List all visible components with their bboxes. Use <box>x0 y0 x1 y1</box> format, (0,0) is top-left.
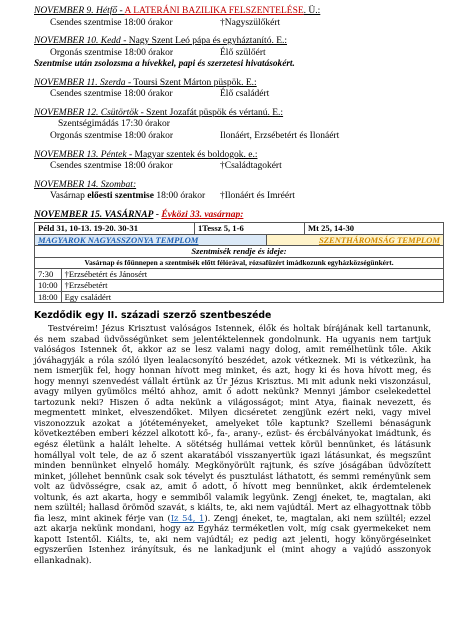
day-block <box>34 150 431 173</box>
mass-intention: Élő családért <box>220 89 270 100</box>
mass-entry <box>34 161 431 173</box>
mass-order-row <box>35 246 444 257</box>
day-date: NOVEMBER 9. Hétfő <box>34 6 118 16</box>
day-feast: Nagy Szent Leó pápa és egyháztanító. E.: <box>128 36 288 47</box>
mass-label: Vasárnap előesti szentmise 18:00 órakor <box>50 191 206 202</box>
day-feast: Magyar szentek és boldogok. e.: <box>134 149 258 160</box>
sunday-mass-row <box>35 280 444 291</box>
mass-label: Csendes szentmise 18:00 órakor <box>50 89 173 100</box>
reading-second: 1Tessz 5, 1-6 <box>195 223 305 234</box>
day-date: NOVEMBER 14. Szombat: <box>34 179 137 190</box>
article-title: Kezdődik egy II. századi szerző szentbeszéde <box>34 310 272 322</box>
mass-time: 10:00 <box>35 280 62 291</box>
mass-entry <box>34 48 431 60</box>
mass-intention: Egy családért <box>61 291 443 302</box>
mass-label: Orgonás szentmise 18:00 órakor <box>50 130 174 141</box>
article-body: Testvéreim! Jézus Krisztust valóságos Istennek, élők és holtak bírájának kell tartanunk, és nem szabad üdvösségünket sem jelentéktelennek gondolnunk. Ha ugyanis nem tartjuk valóságos Istennek őt, akkor az se lesz valami nagy dolog, amit remélhetünk tőle. Akik jóváhagyják a róla szóló ilyen lealacsonyító beszédet, azok vétkeznek. Mi is vétkezünk, ha nem ismerjük fel, hogy honnan hívott meg minket, és azt, hogy ki és hova hívott meg, és hogy mennyi szenvedést vállalt értünk az Úr Jézus Krisztus. Mi mit adunk neki viszonzásul, avagy milyen gyümölcs méltó ahhoz, amit ő adott nekünk? Mennyi jámbor cselekedettel tartozunk neki? Hiszen ő adta nekünk a világosságot; mint Atya, fiainak nevezett, és megmentett minket, elveszendőket. Milyen dicséretet zengjünk ezért neki, vagy mivel viszonozzuk azokat a jótéteményeket, amelyeket tőle kaptunk? Szellemi bénaságunk következtében emberi kézzel alkotott kő-, fa-, arany-, ezüst- és ércbálványokat imádtunk, és egész életünk a halált lehelte. A sötétség hullámai vettek körül bennünket, és látásunk homállyal volt tele, de az ő szent akaratából visszanyertük igazi látásunkat, és megszűnt minden bennünket elnyelő homály. Megkönyörült rajtunk, és szíve jóságában üdvözített minket, jóllehet bennünk csak sok tévelyt és pusztulást láthatott, és semmi reményünk sem volt az üdvösségre, csak az, amit ő adott, ő hívott meg bennünket, akik érdemtelenek voltunk, és azt akarta, hogy e semmiből valamik legyünk. Zengj éneket, te, magtalan, aki nem szültél; hallasd örömöd szavát, s kiálts, te, aki nem vajúdtál. Mert az elhagyottnak több fia lesz, mint akinek férje van (Iz 54, 1). Zengj éneket, te, magtalan, aki nem szültél; ezzel azt akarja nekünk mondani, hogy az Egyház terméketlen volt, míg csak gyermekeket nem kapott Istentől. Kiálts, te, aki nem vajúdtál; ez pedig azt jelenti, hogy könyörgéseinket egyszerűen Istenhez irányítsuk, és ne lankadjunk el (mint ahogy a vajúdó asszonyok ellankadnak). <box>34 322 431 566</box>
day-date: NOVEMBER 12. Csütörtök <box>34 107 139 118</box>
mass-intention: †Ilonáért és Imréért <box>220 191 295 202</box>
day-heading: NOVEMBER 9. Hétfő - A LATERÁNI BAZILIKA FELSZENTELÉSE. Ü.: <box>34 6 321 16</box>
day-block <box>34 108 431 143</box>
rosary-notice: Vasárnap és főünnepen a szentmisék előtt félórával, rózsafüzért imádkozunk egyházközségünkért. <box>35 257 444 268</box>
sunday-mass-rows <box>35 268 444 302</box>
sunday-mass-table <box>34 268 444 303</box>
mass-time: 18:00 <box>35 291 62 302</box>
day-date: NOVEMBER 13. Péntek <box>34 149 127 160</box>
day-heading: NOVEMBER 13. Péntek - Magyar szentek és boldogok. e.: <box>34 149 258 160</box>
mass-intention <box>228 119 431 131</box>
rosary-notice-row <box>35 257 444 268</box>
reading-first: Péld 31, 10-13. 19-20. 30-31 <box>35 223 195 234</box>
scripture-reference-link[interactable]: Iz 54, 1 <box>170 512 205 523</box>
reading-gospel: Mt 25, 14-30 <box>305 223 444 234</box>
day-feast: Szent Jozafát püspök és vértanú. E.: <box>146 107 284 118</box>
mass-intention: †Családtagokért <box>220 161 282 172</box>
mass-entry <box>34 191 431 203</box>
mass-label: Csendes szentmise 18:00 órakor <box>50 17 173 28</box>
day-heading: NOVEMBER 11. Szerda - Toursi Szent Márton püspök. E.: <box>34 77 257 88</box>
day-heading: NOVEMBER 12. Csütörtök - Szent Jozafát püspök és vértanú. E.: <box>34 107 284 118</box>
day-block <box>34 6 431 29</box>
day-note: Szentmise után zsolozsma a hívekkel, papi és szerzetesi hivatásokért. <box>34 59 295 70</box>
day-date: NOVEMBER 10. Kedd <box>34 36 121 47</box>
mass-entry <box>34 131 431 143</box>
church-right: SZENTHÁROMSÁG TEMPLOM <box>266 234 443 245</box>
day-heading: NOVEMBER 10. Kedd - Nagy Szent Leó pápa és egyháztanító. E.: <box>34 36 288 47</box>
churches-row <box>35 234 444 245</box>
mass-intention: Élő szülőért <box>220 47 266 58</box>
mass-entry <box>34 119 431 131</box>
day-feast: Toursi Szent Márton püspök. E.: <box>133 77 257 88</box>
sermon-article <box>34 310 431 565</box>
day-heading <box>34 180 431 192</box>
mass-order-title: Szentmisék rendje és ideje: <box>35 246 444 257</box>
church-left: MAGYAROK NAGYASSZONYA TEMPLOM <box>35 234 267 245</box>
sunday-heading: NOVEMBER 15. VASÁRNAP - Évközi 33. vasárnap: <box>34 209 244 220</box>
mass-intention: †Nagyszülőkért <box>220 17 281 28</box>
weekday-schedule <box>34 6 431 203</box>
mass-label: Orgonás szentmise 18:00 órakor <box>50 47 174 58</box>
mass-time: 7:30 <box>35 268 62 279</box>
sunday-date: NOVEMBER 15. VASÁRNAP <box>34 209 154 220</box>
sunday-mass-row <box>35 268 444 279</box>
day-block <box>34 36 431 70</box>
mass-entry <box>34 89 431 101</box>
day-date: NOVEMBER 11. Szerda <box>34 77 126 88</box>
day-block <box>34 78 431 101</box>
day-feast: A LATERÁNI BAZILIKA FELSZENTELÉSE <box>124 6 304 16</box>
sunday-feast: Évközi 33. vasárnap: <box>161 209 244 220</box>
mass-label: Csendes szentmise 18:00 órakor <box>50 161 173 172</box>
sunday-mass-row <box>35 291 444 302</box>
readings-row <box>35 223 444 234</box>
mass-label: Szentségimádás 17:30 órakor <box>58 119 170 130</box>
day-block <box>34 180 431 203</box>
mass-intention: †Erzsébetért <box>61 280 443 291</box>
mass-entry <box>34 18 431 30</box>
mass-intention: Ilonáért, Erzsébetért és Ilonáért <box>220 130 340 141</box>
church-table <box>34 234 444 269</box>
mass-intention: †Erzsébetért és Jánosért <box>61 268 443 279</box>
